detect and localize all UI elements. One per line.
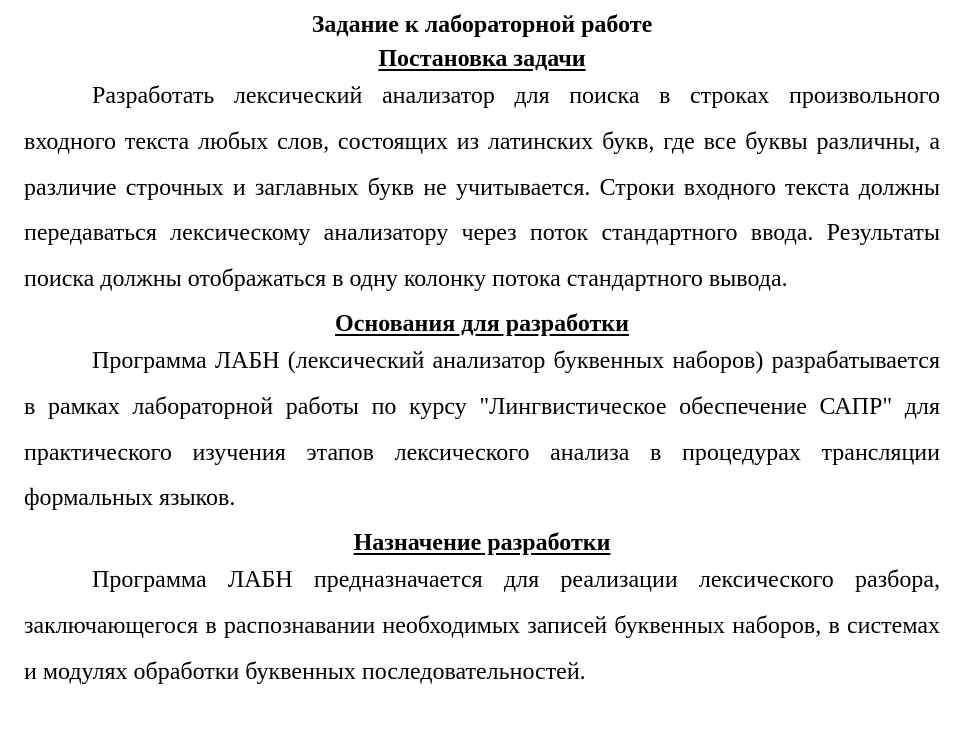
section-heading [24, 309, 940, 339]
section-development-basis [24, 309, 940, 522]
section-development-purpose [24, 528, 940, 695]
section-heading-text: Назначение разработки [353, 530, 611, 557]
section-paragraph: Программа ЛАБН (лексический анализатор буквенных наборов) разрабатывается в рамках лабораторной работы по курсу "Лингвистическое обеспечение САПР" для практического изучения этапов лексического анализа в процедурах трансляции формальных языков. [24, 347, 940, 512]
section-heading [24, 528, 940, 558]
section-paragraph: Разработать лексический анализатор для поиска в строках произвольного входного текста любых слов, состоящих из латинских букв, где все буквы различны, а различие строчных и заглавных букв не учитывается. Строки входного текста должны передаваться лексическому анализатору через поток стандартного ввода. Результаты поиска должны отображаться в одну колонку потока стандартного вывода. [24, 83, 940, 293]
section-heading-text: Основания для разработки [335, 310, 629, 337]
section-task-statement [24, 44, 940, 303]
section-paragraph: Программа ЛАБН предназначается для реализации лексического разбора, заключающегося в распознавании необходимых записей буквенных наборов, в системах и модулях обработки буквенных последовательностей. [24, 567, 940, 685]
document-title: Задание к лабораторной работе [311, 12, 653, 38]
section-heading-text: Постановка задачи [378, 46, 586, 72]
document-page [24, 6, 940, 696]
section-heading [24, 44, 940, 74]
